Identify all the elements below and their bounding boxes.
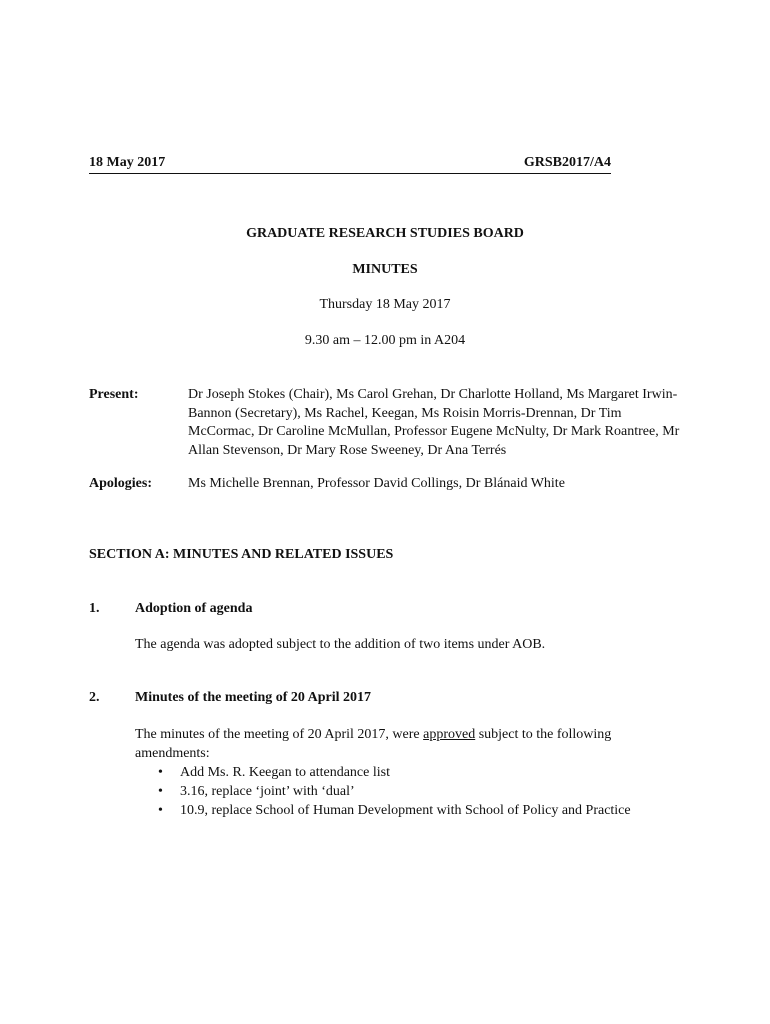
list-item xyxy=(135,782,631,801)
minutes-body-start: The minutes of the meeting of 20 April 2017, were xyxy=(135,727,424,742)
bullet-icon: • xyxy=(158,765,163,780)
item-body-minutes xyxy=(135,726,665,763)
section-a-heading: SECTION A: MINUTES AND RELATED ISSUES xyxy=(89,547,394,562)
item-number: 2. xyxy=(89,690,100,705)
amendment-text: Add Ms. R. Keegan to attendance list xyxy=(180,765,390,780)
board-title: GRADUATE RESEARCH STUDIES BOARD xyxy=(246,226,524,241)
list-item xyxy=(135,763,631,782)
bullet-icon: • xyxy=(158,803,163,818)
item-number: 1. xyxy=(89,601,100,616)
header-date: 18 May 2017 xyxy=(89,155,166,170)
apologies-label: Apologies: xyxy=(89,476,152,491)
item-title-minutes: Minutes of the meeting of 20 April 2017 xyxy=(135,690,372,705)
header-reference: GRSB2017/A4 xyxy=(523,155,611,170)
item-title-agenda: Adoption of agenda xyxy=(135,601,253,616)
present-label: Present: xyxy=(89,387,139,402)
bullet-icon: • xyxy=(158,784,163,799)
amendments-list xyxy=(135,763,631,820)
list-item xyxy=(135,801,631,820)
document-type: MINUTES xyxy=(352,262,418,277)
apologies-list: Ms Michelle Brennan, Professor David Collings, Dr Blánaid White xyxy=(188,476,565,491)
minutes-body-end: subject to the following amendments: xyxy=(135,727,612,761)
document-header xyxy=(89,155,611,174)
amendment-text: 3.16, replace ‘joint’ with ‘dual’ xyxy=(180,784,355,799)
present-list: Dr Joseph Stokes (Chair), Ms Carol Grehan, Dr Charlotte Holland, Ms Margaret Irwin-Bannon (Secretary), Ms Rachel, Keegan, Ms Roisin Morris-Drennan, Dr Tim McCormac, Dr Caroline McMullan, Professor Eugene McNulty, Dr Mark Roantree, Mr Allan Stevenson, Dr Mary Rose Sweeney, Dr Ana Terrés xyxy=(188,387,680,458)
approved-emphasis: approved xyxy=(423,727,476,742)
amendment-text: 10.9, replace School of Human Development with School of Policy and Practice xyxy=(180,803,631,818)
meeting-date: Thursday 18 May 2017 xyxy=(319,297,451,312)
item-body-agenda: The agenda was adopted subject to the addition of two items under AOB. xyxy=(135,637,546,652)
meeting-time-location: 9.30 am – 12.00 pm in A204 xyxy=(304,333,466,348)
